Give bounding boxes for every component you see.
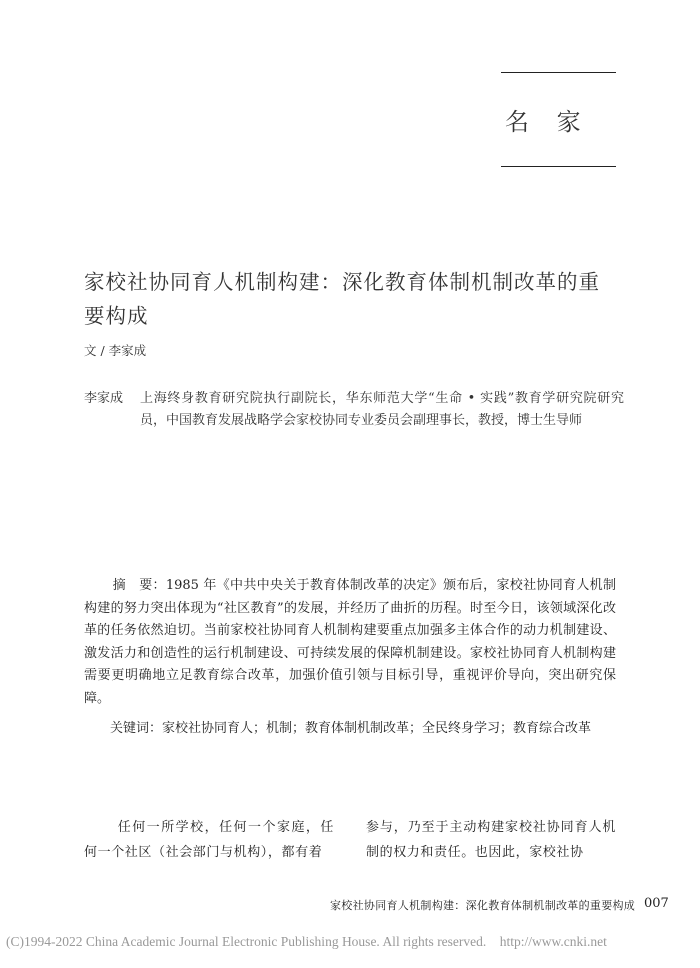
abstract: 摘 要：1985 年《中共中央关于教育体制改革的决定》颁布后，家校社协同育人机制构建的努力突出体现为“社区教育”的发展，并经历了曲折的历程。时至今日，该领域深化改革的任务依然迫切。当前家校社协同育人机制构建要重点加强多主体合作的动力机制建设、激发活力和创造性的运行机制建设、可持续发展的保障机制建设。家校社协同育人机制构建需要更明确地立足教育综合改革，加强价值引领与目标引导，重视评价导向，突出研究保障。 (84, 578, 616, 706)
copyright-watermark: (C)1994-2022 China Academic Journal Electronic Publishing House. All rights reserved. http://www.cnki.net (6, 934, 607, 949)
column-name: 名 家 (505, 108, 591, 136)
byline: 文 / 李家成 (84, 343, 147, 358)
top-rule (501, 72, 616, 73)
author-bio: 上海终身教育研究院执行副院长，华东师范大学“生命 • 实践”教育学研究院研究员，中国教育发展战略学会家校协同专业委员会副理事长，教授，博士生导师 (140, 391, 624, 428)
author-name: 李家成 (84, 391, 124, 406)
page-number: 007 (644, 896, 669, 911)
body-column-right: 参与，乃至于主动构建家校社协同育人机制的权力和责任。也因此，家校社协 (366, 820, 616, 860)
keywords: 关键词：家校社协同育人；机制；教育体制机制改革；全民终身学习；教育综合改革 (110, 721, 592, 736)
body-column-left: 任何一所学校，任何一个家庭，任何一个社区（社会部门与机构），都有着 (84, 820, 334, 860)
article-title: 家校社协同育人机制构建：深化教育体制机制改革的重要构成 (84, 270, 600, 328)
running-footer-title: 家校社协同育人机制构建：深化教育体制机制改革的重要构成 (330, 899, 636, 912)
bottom-rule (501, 166, 616, 167)
